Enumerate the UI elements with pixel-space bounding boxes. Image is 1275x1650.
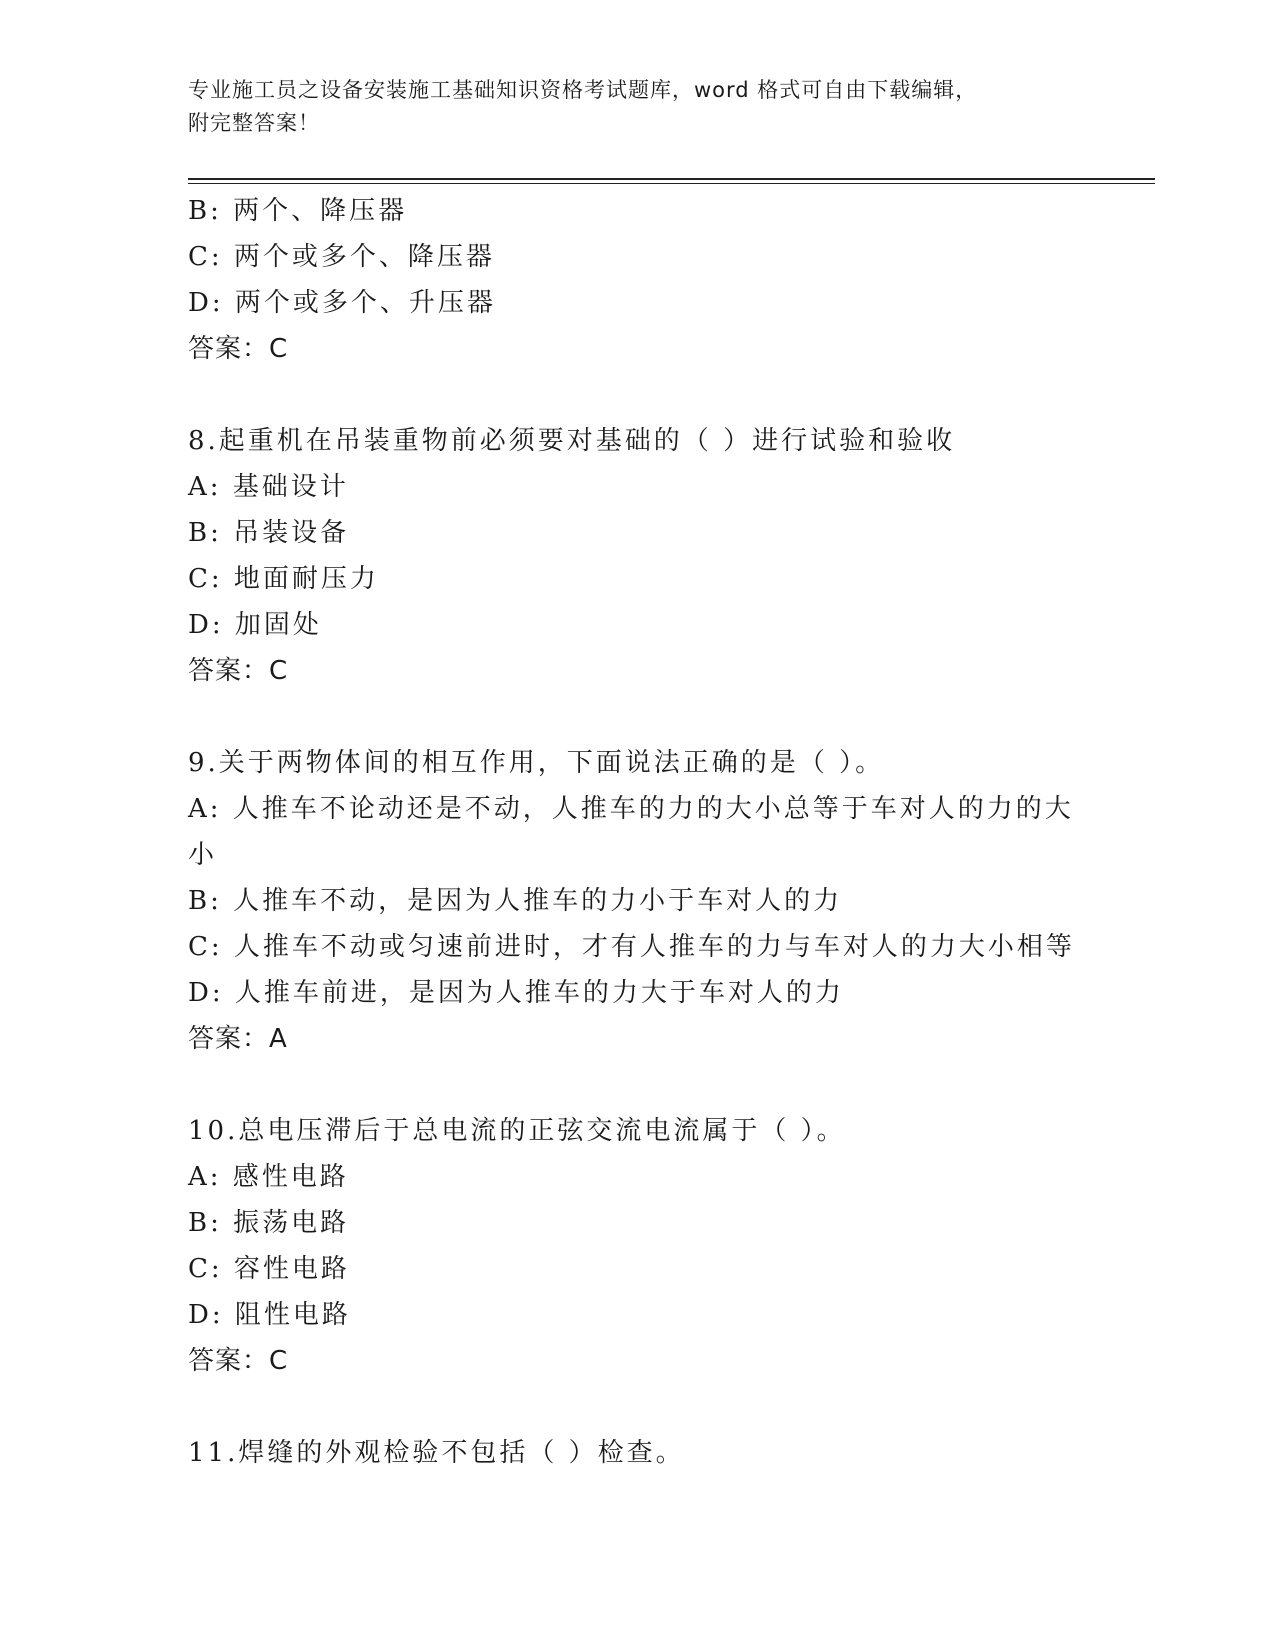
option-b: B: 振荡电路 [188, 1208, 350, 1238]
option-b: B: 吊装设备 [188, 518, 350, 548]
option-c: C: 地面耐压力 [188, 564, 379, 594]
option-d: D: 加固处 [188, 610, 322, 640]
question-block-10 [188, 1108, 1078, 1384]
option-a: A: 人推车不论动还是不动，人推车的力的大小总等于车对人的力的大小 [188, 794, 1074, 870]
question-text: 8.起重机在吊装重物前必须要对基础的（ ）进行试验和验收 [188, 426, 956, 456]
question-text: 9.关于两物体间的相互作用，下面说法正确的是（ ）。 [188, 748, 885, 778]
spacer [188, 1384, 1078, 1430]
answer-line: 答案：C [188, 1346, 289, 1376]
option-d: D: 两个或多个、升压器 [188, 288, 496, 318]
spacer [188, 694, 1078, 740]
option-c: C: 人推车不动或匀速前进时，才有人推车的力与车对人的力大小相等 [188, 932, 1075, 962]
answer-line: 答案：A [188, 1024, 288, 1054]
question-block-8 [188, 418, 1078, 694]
question-block-9 [188, 740, 1078, 1062]
question-block-11 [188, 1430, 1078, 1476]
question-text: 11.焊缝的外观检验不包括（ ）检查。 [188, 1438, 685, 1468]
option-b: B: 两个、降压器 [188, 196, 408, 226]
question-text: 10.总电压滞后于总电流的正弦交流电流属于（ ）。 [188, 1116, 846, 1146]
option-a: A: 感性电路 [188, 1162, 349, 1192]
option-d: D: 人推车前进，是因为人推车的力大于车对人的力 [188, 978, 844, 1008]
option-a: A: 基础设计 [188, 472, 349, 502]
header-line-1: 专业施工员之设备安装施工基础知识资格考试题库，word 格式可自由下载编辑， [188, 78, 978, 102]
answer-line: 答案：C [188, 656, 289, 686]
spacer [188, 1062, 1078, 1108]
answer-line: 答案：C [188, 334, 289, 364]
option-d: D: 阻性电路 [188, 1300, 351, 1330]
question-list [188, 188, 1078, 1476]
header-rule-thin [188, 183, 1155, 184]
header-rule-thick [188, 178, 1155, 180]
option-c: C: 两个或多个、降压器 [188, 242, 495, 272]
question-block-7 [188, 188, 1078, 372]
spacer [188, 372, 1078, 418]
option-b: B: 人推车不动，是因为人推车的力小于车对人的力 [188, 886, 843, 916]
document-header [188, 74, 1068, 140]
header-line-2: 附完整答案！ [188, 111, 320, 135]
option-c: C: 容性电路 [188, 1254, 350, 1284]
